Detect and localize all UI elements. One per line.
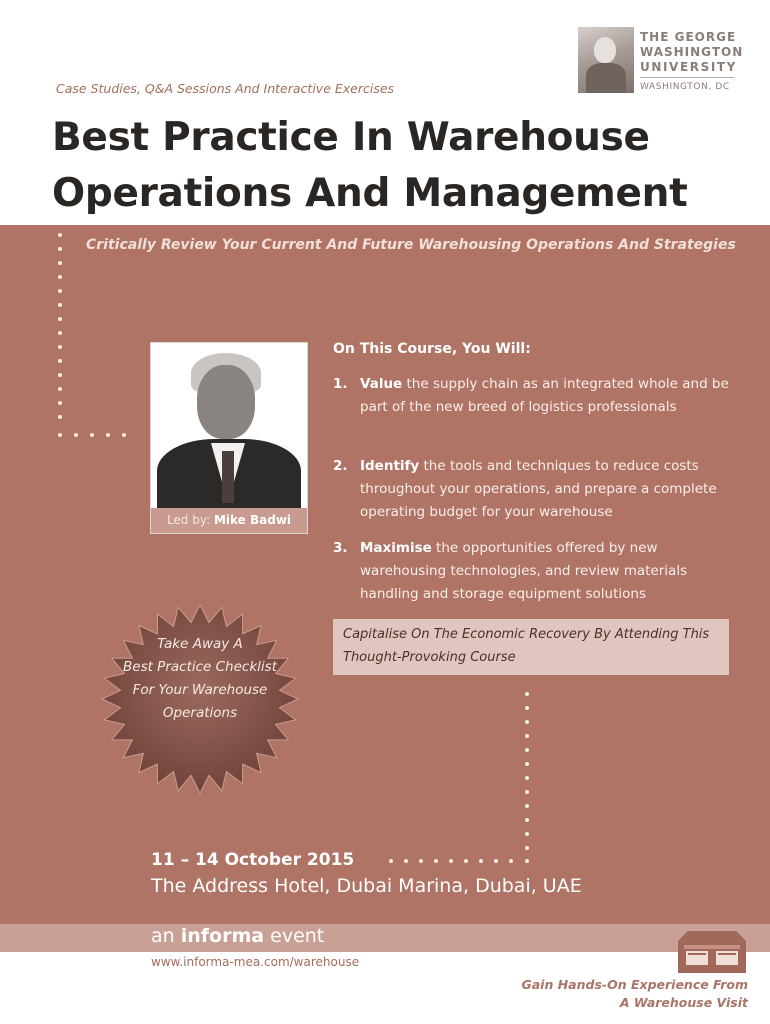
- course-item-keyword: Maximise: [360, 540, 432, 556]
- university-logo: [578, 27, 744, 93]
- speaker-photo: [150, 342, 308, 534]
- speaker-name: Mike Badwi: [213, 513, 292, 527]
- course-item-text: the supply chain as an integrated whole and be part of the new breed of logistics professionals: [360, 376, 729, 415]
- course-item-text: the tools and techniques to reduce costs throughout your operations, and prepare a complete operating budget for your warehouse: [360, 458, 717, 520]
- course-item-text: the opportunities offered by new warehousing technologies, and review materials handling and storage equipment solutions: [360, 540, 688, 602]
- brand-prefix: an: [151, 925, 175, 947]
- event-venue: The Address Hotel, Dubai Marina, Dubai, UAE: [151, 875, 582, 897]
- logo-divider: [640, 77, 734, 78]
- university-name-line1: THE GEORGE: [640, 30, 737, 44]
- warehouse-visit-note: [480, 976, 748, 1012]
- course-heading: On This Course, You Will:: [333, 341, 531, 357]
- starburst-line-3: For Your Warehouse: [132, 682, 268, 698]
- speaker-portrait-image: [151, 343, 307, 508]
- title-line-2: Operations And Management: [52, 171, 688, 216]
- university-name-line2: WASHINGTON: [640, 45, 744, 59]
- starburst-line-2: Best Practice Checklist: [123, 659, 277, 675]
- visit-line-1: Gain Hands-On Experience From: [521, 977, 748, 992]
- speaker-caption: [151, 508, 307, 533]
- callout-box: [333, 619, 729, 675]
- title-line-1: Best Practice In Warehouse: [52, 115, 650, 160]
- washington-portrait-icon: [578, 27, 634, 93]
- warehouse-icon: [678, 927, 746, 973]
- course-item-keyword: Identify: [360, 458, 420, 474]
- starburst-text: [80, 633, 320, 725]
- course-item-number: 2.: [333, 458, 348, 474]
- course-item-keyword: Value: [360, 376, 403, 392]
- brand-band: [0, 924, 770, 952]
- course-item-number: 3.: [333, 540, 348, 556]
- starburst-line-4: Operations: [162, 705, 238, 721]
- subtitle: Critically Review Your Current And Future Warehousing Operations And Strategies: [86, 237, 736, 253]
- event-dates: 11 – 14 October 2015: [151, 850, 355, 870]
- callout-text: Capitalise On The Economic Recovery By Attending This Thought-Provoking Course: [343, 627, 710, 665]
- university-location: WASHINGTON, DC: [640, 82, 730, 92]
- starburst-line-1: Take Away A: [157, 636, 243, 652]
- brand-suffix: event: [270, 925, 325, 947]
- brand-logo: [151, 925, 324, 947]
- page-title: [52, 110, 687, 222]
- checklist-starburst-badge: [80, 599, 320, 799]
- course-item-number: 1.: [333, 376, 348, 392]
- brand-name: informa: [180, 925, 265, 947]
- university-name-line3: UNIVERSITY: [640, 60, 737, 74]
- speaker-prefix: Led by:: [166, 513, 211, 527]
- event-url-link[interactable]: www.informa-mea.com/warehouse: [151, 955, 360, 969]
- tagline: Case Studies, Q&A Sessions And Interactive Exercises: [56, 81, 395, 96]
- visit-line-2: A Warehouse Visit: [619, 995, 748, 1010]
